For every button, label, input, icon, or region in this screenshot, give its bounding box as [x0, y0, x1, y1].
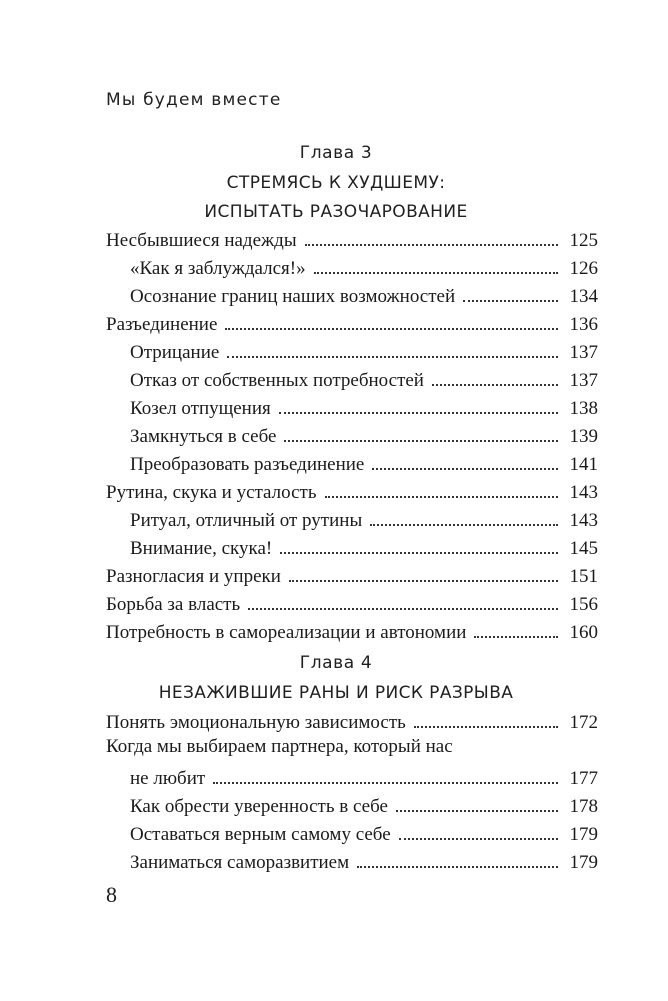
toc-entry[interactable] [106, 282, 598, 308]
toc-entry[interactable] [106, 226, 598, 252]
toc-entry-continuation[interactable] [106, 764, 598, 790]
toc-leader-dots [284, 440, 558, 442]
toc-leader-dots [325, 496, 558, 498]
toc-entry-page: 126 [569, 258, 598, 279]
toc-entry-wrapped-line[interactable] [106, 736, 598, 762]
toc-entry[interactable] [106, 820, 598, 846]
toc-entry-title: Козел отпущения [130, 398, 271, 419]
toc-entry-title: Несбывшиеся надежды [106, 230, 297, 251]
toc-leader-dots [372, 468, 558, 470]
toc-entry-title: Рутина, скука и усталость [106, 482, 317, 503]
toc-leader-dots [280, 552, 558, 554]
toc-leader-dots [225, 328, 558, 330]
toc-leader-dots [432, 384, 558, 386]
chapter-3-heading [106, 143, 566, 227]
toc-entry-title: Борьба за власть [106, 594, 241, 615]
chapter-3-title-line-2: ИСПЫТАТЬ РАЗОЧАРОВАНИЕ [204, 202, 468, 222]
toc-entry-page: 145 [569, 538, 598, 559]
toc-leader-dots [370, 524, 558, 526]
toc-entry[interactable] [106, 478, 598, 504]
chapter-3-title-line-1: СТРЕМЯСЬ К ХУДШЕМУ: [226, 173, 446, 193]
toc-entry-title: Отказ от собственных потребностей [130, 370, 424, 391]
toc-entry-page: 177 [569, 768, 598, 789]
toc-entry-page: 151 [569, 566, 598, 587]
toc-leader-dots [314, 272, 558, 274]
toc-entry-page: 139 [569, 426, 598, 447]
toc-entry[interactable] [106, 450, 598, 476]
toc-entry-title: Отрицание [130, 342, 220, 363]
toc-entry-title: Внимание, скука! [130, 538, 273, 559]
toc-leader-dots [227, 356, 558, 358]
toc-entry-page: 143 [569, 510, 598, 531]
toc-entry-page: 179 [569, 824, 598, 845]
toc-entry-title: Заниматься саморазвитием [130, 852, 350, 873]
toc-entry[interactable] [106, 254, 598, 280]
toc-entry-page: 179 [569, 852, 598, 873]
chapter-4-heading [106, 653, 566, 708]
toc-entry-page: 134 [569, 286, 598, 307]
toc-entry[interactable] [106, 506, 598, 532]
toc-entry-title: Оставаться верным самому себе [130, 824, 391, 845]
toc-leader-dots [279, 412, 558, 414]
toc-entry[interactable] [106, 366, 598, 392]
toc-entry[interactable] [106, 708, 598, 734]
running-head: Мы будем вместе [106, 90, 282, 110]
toc-entry[interactable] [106, 534, 598, 560]
toc-leader-dots [357, 866, 558, 868]
toc-entry-title: Когда мы выбираем партнера, который нас [106, 736, 453, 757]
toc-entry-title: Разъединение [106, 314, 218, 335]
toc-entry[interactable] [106, 562, 598, 588]
toc-entry-title: Ритуал, отличный от рутины [130, 510, 363, 531]
toc-entry-page: 138 [569, 398, 598, 419]
toc-entry-title: Преобразовать разъединение [130, 454, 365, 475]
toc-entry[interactable] [106, 338, 598, 364]
chapter-3-label: Глава 3 [299, 143, 373, 163]
toc-entry-page: 160 [569, 622, 598, 643]
toc-entry-page: 143 [569, 482, 598, 503]
toc-entry-title: не любит [130, 768, 206, 789]
toc-entry-page: 172 [569, 712, 598, 733]
toc-entry[interactable] [106, 848, 598, 874]
toc-leader-dots [474, 636, 558, 638]
toc-entry-title: Разногласия и упреки [106, 566, 281, 587]
toc-entry[interactable] [106, 590, 598, 616]
toc-entry[interactable] [106, 792, 598, 818]
toc-entry-page: 178 [569, 796, 598, 817]
page-number: 8 [106, 882, 117, 907]
toc-entry[interactable] [106, 422, 598, 448]
toc-entry[interactable] [106, 618, 598, 644]
toc-leader-dots [213, 782, 558, 784]
toc-leader-dots [248, 608, 558, 610]
toc-entry[interactable] [106, 394, 598, 420]
toc-entry-title: Замкнуться в себе [130, 426, 277, 447]
toc-leader-dots [399, 838, 558, 840]
toc-entry-title: Осознание границ наших возможностей [130, 286, 456, 307]
toc-entry-page: 136 [569, 314, 598, 335]
toc-entry-page: 137 [569, 342, 598, 363]
toc-entry-title: «Как я заблуждался!» [130, 258, 306, 279]
toc-leader-dots [396, 810, 558, 812]
chapter-4-title-line-1: НЕЗАЖИВШИЕ РАНЫ И РИСК РАЗРЫВА [158, 683, 514, 703]
toc-entry-page: 125 [569, 230, 598, 251]
toc-entry[interactable] [106, 310, 598, 336]
toc-entry-title: Как обрести уверенность в себе [130, 796, 388, 817]
toc-leader-dots [463, 300, 558, 302]
toc-entry-title: Потребность в самореализации и автономии [106, 622, 467, 643]
toc-entry-page: 137 [569, 370, 598, 391]
toc-leader-dots [305, 244, 558, 246]
toc-entry-title: Понять эмоциональную зависимость [106, 712, 406, 733]
toc-entry-page: 156 [569, 594, 598, 615]
chapter-4-label: Глава 4 [299, 653, 373, 673]
toc-leader-dots [289, 580, 558, 582]
toc-entry-page: 141 [569, 454, 598, 475]
toc-leader-dots [414, 726, 558, 728]
